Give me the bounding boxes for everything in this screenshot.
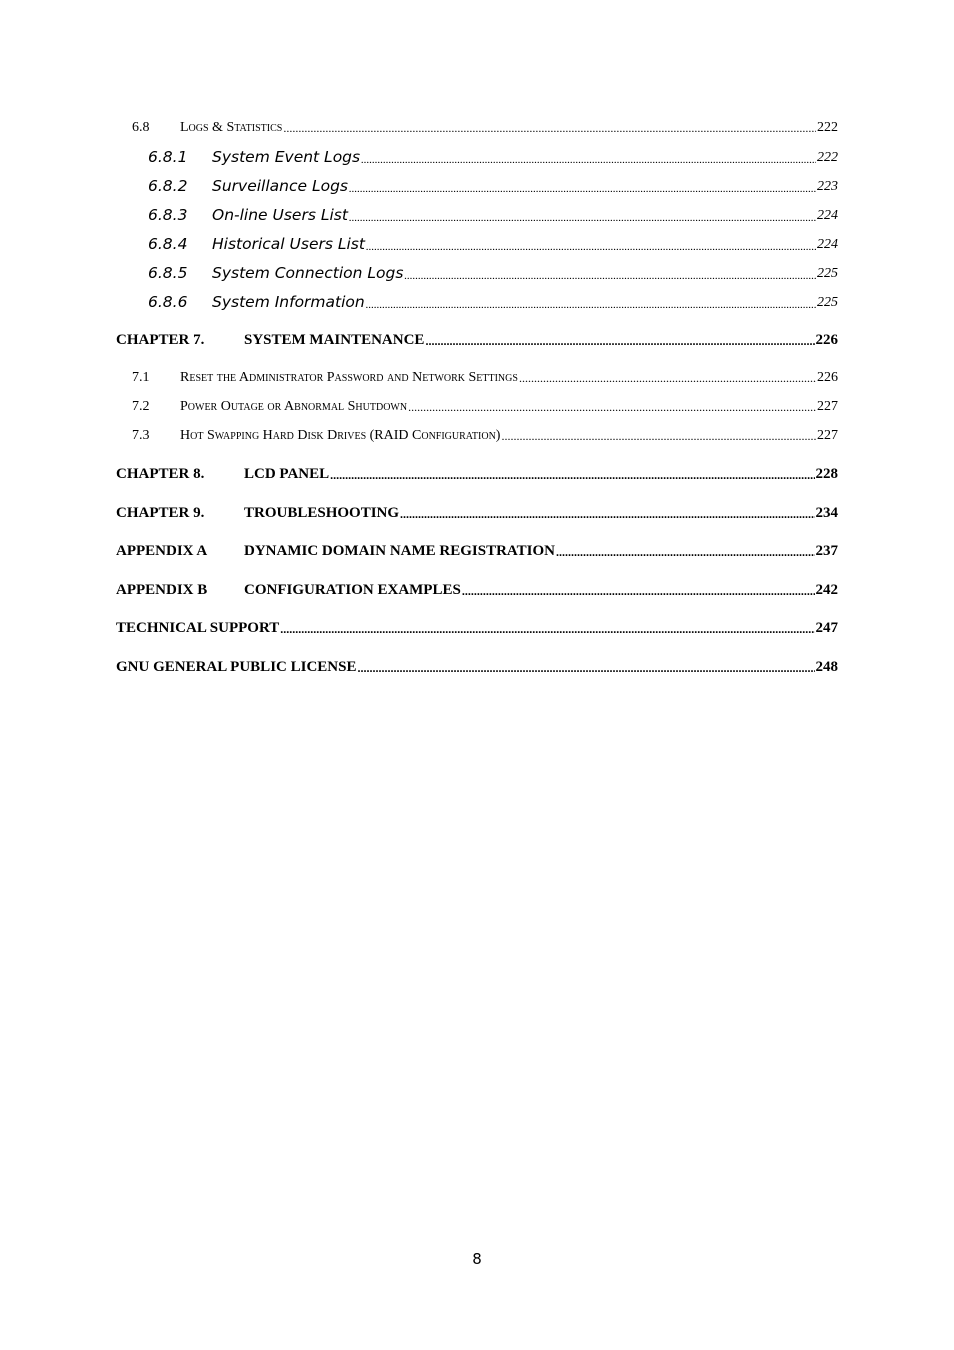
toc-entry-6-8[interactable]	[116, 120, 838, 136]
toc-number: 6.8.3	[148, 206, 188, 224]
toc-entry-7-2[interactable]	[116, 399, 838, 415]
toc-leader	[462, 584, 815, 599]
toc-page-number: 226	[815, 332, 838, 348]
toc-leader	[366, 241, 816, 253]
toc-leader	[404, 270, 816, 282]
toc-number: APPENDIX B	[116, 582, 208, 598]
toc-leader	[501, 429, 816, 444]
toc-title: On-line Users List	[212, 206, 348, 224]
toc-page-number: 223	[817, 179, 838, 194]
toc-title: DYNAMIC DOMAIN NAME REGISTRATION	[244, 543, 555, 559]
toc-title: System Information	[212, 293, 365, 311]
toc-entry-6-8-5[interactable]	[116, 264, 838, 282]
toc-leader	[366, 299, 816, 311]
toc-page-number: 237	[815, 543, 838, 559]
toc-page-number: 226	[817, 370, 838, 385]
toc-number: 6.8.6	[148, 293, 188, 311]
toc-page-number: 225	[817, 295, 838, 310]
toc-page-number: 222	[817, 150, 838, 165]
toc-entry-6-8-6[interactable]	[116, 293, 838, 311]
toc-leader	[400, 507, 814, 522]
toc-entry-6-8-3[interactable]	[116, 206, 838, 224]
toc-page-number: 224	[817, 237, 838, 252]
toc-number: 7.2	[132, 399, 150, 414]
toc-page-number: 224	[817, 208, 838, 223]
toc-entry-7-3[interactable]	[116, 428, 838, 444]
toc-number: 7.1	[132, 370, 150, 385]
toc-page-number: 225	[817, 266, 838, 281]
toc-leader	[408, 400, 816, 415]
toc-page-number: 227	[817, 399, 838, 414]
toc-number: CHAPTER 7.	[116, 332, 205, 348]
toc-number: 6.8.2	[148, 177, 188, 195]
toc-leader	[349, 212, 816, 224]
toc-page-number: 248	[815, 659, 838, 675]
toc-title: Logs & Statistics	[180, 120, 283, 135]
toc-title: System Event Logs	[212, 148, 361, 166]
toc-number: CHAPTER 8.	[116, 466, 205, 482]
toc-title: Power Outage or Abnormal Shutdown	[180, 399, 408, 414]
toc-leader	[283, 121, 816, 136]
toc-leader	[361, 154, 816, 166]
toc-leader	[425, 334, 814, 349]
toc-number: 6.8	[132, 120, 150, 135]
toc-title: SYSTEM MAINTENANCE	[244, 332, 425, 348]
toc-title: LCD PANEL	[244, 466, 330, 482]
toc-page-number: 227	[817, 428, 838, 443]
toc-entry-6-8-4[interactable]	[116, 235, 838, 253]
toc-page-number: 242	[815, 582, 838, 598]
toc-leader	[556, 545, 815, 560]
toc-leader	[357, 661, 814, 676]
toc-number: 6.8.5	[148, 264, 188, 282]
toc-title: TECHNICAL SUPPORT	[116, 620, 280, 636]
toc-title: Surveillance Logs	[212, 177, 349, 195]
toc-leader	[519, 371, 816, 386]
toc-entry-chapter-9[interactable]	[116, 505, 838, 522]
toc-title: Hot Swapping Hard Disk Drives (RAID Configuration)	[180, 428, 501, 443]
toc-entry-6-8-2[interactable]	[116, 177, 838, 195]
toc-title: GNU GENERAL PUBLIC LICENSE	[116, 659, 357, 675]
toc-number: 6.8.1	[148, 148, 188, 166]
toc-entry-appendix-b[interactable]	[116, 582, 838, 599]
toc-entry-7-1[interactable]	[116, 370, 838, 386]
page-number-footer: 8	[472, 1250, 482, 1268]
toc-number: APPENDIX A	[116, 543, 208, 559]
toc-entry-technical-support[interactable]	[116, 620, 838, 637]
toc-page-number: 222	[817, 120, 838, 135]
toc-title: System Connection Logs	[212, 264, 404, 282]
toc-number: 7.3	[132, 428, 150, 443]
toc-number: CHAPTER 9.	[116, 505, 205, 521]
toc-leader	[280, 622, 814, 637]
toc-title: CONFIGURATION EXAMPLES	[244, 582, 461, 598]
toc-entry-gnu-license[interactable]	[116, 659, 838, 676]
toc-title: TROUBLESHOOTING	[244, 505, 400, 521]
toc-number: 6.8.4	[148, 235, 188, 253]
toc-entry-chapter-7[interactable]	[116, 332, 838, 349]
toc-page-number: 234	[815, 505, 838, 521]
toc-entry-appendix-a[interactable]	[116, 543, 838, 560]
toc-entry-6-8-1[interactable]	[116, 148, 838, 166]
toc-page-number: 228	[815, 466, 838, 482]
toc-title: Reset the Administrator Password and Network Settings	[180, 370, 518, 385]
toc-page-number: 247	[815, 620, 838, 636]
toc-leader	[330, 468, 814, 483]
toc-leader	[349, 183, 816, 195]
toc-title: Historical Users List	[212, 235, 365, 253]
toc-entry-chapter-8[interactable]	[116, 466, 838, 483]
